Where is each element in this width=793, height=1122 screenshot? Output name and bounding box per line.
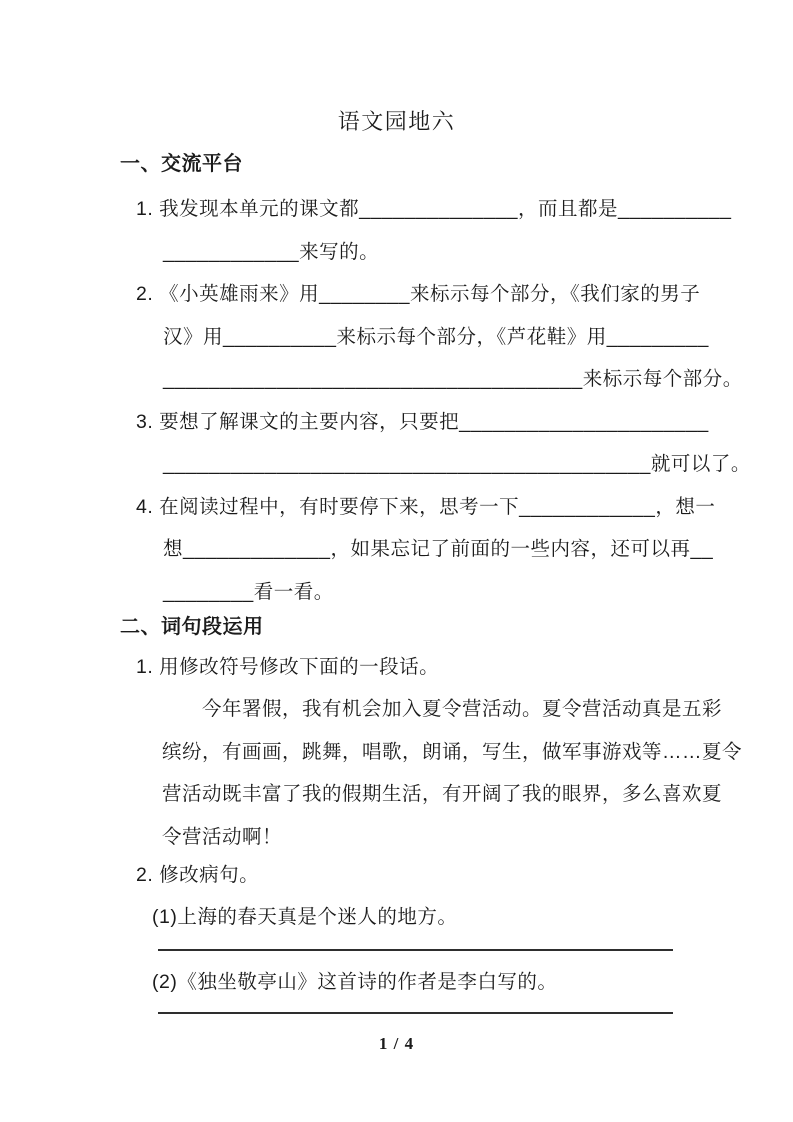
section-heading: 一、交流平台 xyxy=(120,153,243,175)
question-continuation: ___________________________________________就可以了。 xyxy=(163,453,751,475)
paragraph-line: 令营活动啊！ xyxy=(162,826,283,848)
section-heading: 二、词句段运用 xyxy=(120,616,264,638)
doc-title: 语文园地六 xyxy=(337,109,456,134)
question-continuation: _____________________________________来标示每个部分。 xyxy=(163,368,743,390)
question-continuation: ________看一看。 xyxy=(163,581,334,603)
question-continuation: 汉》用__________来标示每个部分，《芦花鞋》用_________ xyxy=(163,326,709,348)
answer-line xyxy=(158,1012,673,1014)
paragraph-line: 今年署假，我有机会加入夏令营活动。夏令营活动真是五彩 xyxy=(202,698,723,720)
sub-question: (1)上海的春天真是个迷人的地方。 xyxy=(152,906,458,928)
question-item: 2. 修改病句。 xyxy=(136,864,260,886)
question-item: 1. 用修改符号修改下面的一段话。 xyxy=(136,656,440,678)
question-item: 2. 《小英雄雨来》用________来标示每个部分，《我们家的男子 xyxy=(136,283,701,305)
question-item: 4. 在阅读过程中，有时要停下来，思考一下____________，想一 xyxy=(136,496,716,518)
page-number: 1 / 4 xyxy=(378,1034,415,1053)
answer-line xyxy=(158,949,673,951)
paragraph-line: 营活动既丰富了我的假期生活，有开阔了我的眼界，多么喜欢夏 xyxy=(162,783,723,805)
sub-question: (2)《独坐敬亭山》这首诗的作者是李白写的。 xyxy=(152,971,558,993)
document-content xyxy=(120,0,751,1122)
paragraph-line: 缤纷，有画画，跳舞，唱歌，朗诵，写生，做军事游戏等……夏令 xyxy=(162,741,743,763)
question-continuation: ____________来写的。 xyxy=(163,241,380,263)
question-continuation: 想_____________，如果忘记了前面的一些内容，还可以再__ xyxy=(163,538,714,560)
question-item: 3. 要想了解课文的主要内容，只要把______________________ xyxy=(136,411,709,433)
question-item: 1. 我发现本单元的课文都______________，而且都是__________ xyxy=(136,198,732,220)
